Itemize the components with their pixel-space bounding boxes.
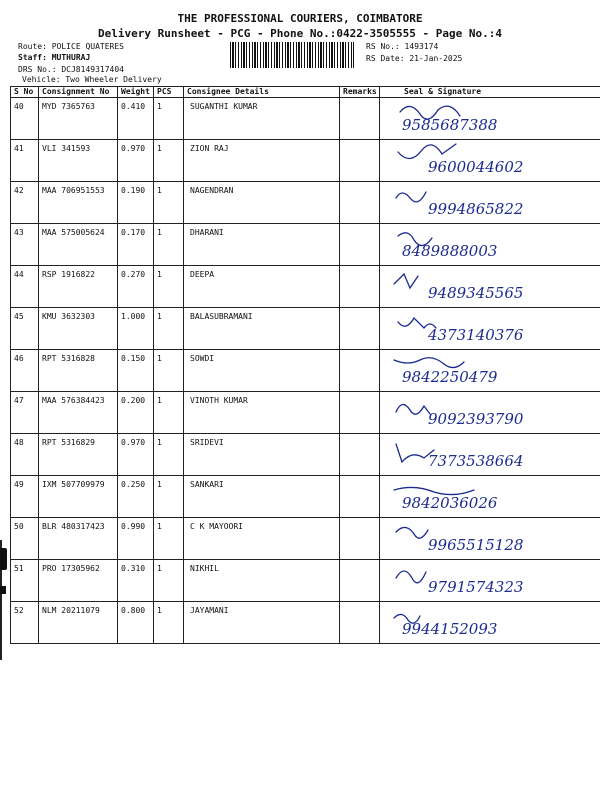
cell-sno: 45 (11, 308, 39, 350)
col-header-consignment: Consignment No (39, 87, 118, 98)
table-row (11, 182, 600, 224)
cell-weight: 0.190 (118, 182, 154, 224)
cell-weight: 0.150 (118, 350, 154, 392)
rs-date-value: 21-Jan-2025 (409, 54, 463, 63)
cell-pcs: 1 (154, 224, 184, 266)
cell-signature (380, 434, 600, 476)
cell-consignee: C K MAYOORI (184, 518, 340, 560)
cell-remarks (340, 392, 380, 434)
cell-remarks (340, 350, 380, 392)
signature-phone-number: 9585687388 (402, 116, 498, 134)
col-header-sno: S No (11, 87, 39, 98)
rs-no-label: RS No.: (366, 42, 400, 51)
table-row (11, 602, 600, 644)
cell-sno: 43 (11, 224, 39, 266)
cell-consignment: RSP 1916822 (39, 266, 118, 308)
cell-consignment: PRO 17305962 (39, 560, 118, 602)
signature-phone-number: 8489888003 (402, 242, 498, 260)
signature-stroke (394, 358, 464, 368)
col-header-consignee: Consignee Details (184, 87, 340, 98)
handwritten-signature (388, 312, 588, 346)
cell-sno: 50 (11, 518, 39, 560)
signature-phone-number: 9600044602 (428, 158, 524, 176)
barcode-image (230, 42, 354, 68)
signature-stroke (396, 404, 430, 414)
cell-weight: 0.170 (118, 224, 154, 266)
cell-pcs: 1 (154, 350, 184, 392)
cell-signature (380, 266, 600, 308)
rs-date-label: RS Date: (366, 54, 405, 63)
cell-sno: 48 (11, 434, 39, 476)
handwritten-signature (388, 480, 588, 514)
table-row (11, 476, 600, 518)
cell-weight: 0.970 (118, 140, 154, 182)
cell-sno: 42 (11, 182, 39, 224)
cell-consignee: NIKHIL (184, 560, 340, 602)
signature-phone-number: 9944152093 (402, 620, 498, 638)
cell-weight: 0.990 (118, 518, 154, 560)
handwritten-signature (388, 354, 588, 388)
handwritten-signature (388, 228, 588, 262)
route-value: POLICE QUATERES (51, 42, 124, 51)
signature-phone-number: 7373538664 (428, 452, 524, 470)
cell-remarks (340, 182, 380, 224)
cell-consignee: VINOTH KUMAR (184, 392, 340, 434)
cell-weight: 0.200 (118, 392, 154, 434)
cell-sno: 52 (11, 602, 39, 644)
cell-remarks (340, 98, 380, 140)
signature-phone-number: 9842036026 (402, 494, 498, 512)
cell-consignment: NLM 20211079 (39, 602, 118, 644)
table-row (11, 434, 600, 476)
cell-sno: 46 (11, 350, 39, 392)
cell-consignee: SUGANTHI KUMAR (184, 98, 340, 140)
cell-consignment: RPT 5316828 (39, 350, 118, 392)
cell-remarks (340, 308, 380, 350)
col-header-pcs: PCS (154, 87, 184, 98)
cell-consignee: BALASUBRAMANI (184, 308, 340, 350)
route-line (18, 42, 124, 51)
signature-phone-number: 9791574323 (428, 578, 524, 596)
cell-consignment: RPT 5316829 (39, 434, 118, 476)
cell-remarks (340, 476, 380, 518)
signature-stroke (394, 274, 418, 288)
handwritten-signature (388, 396, 588, 430)
handwritten-signature (388, 186, 588, 220)
table-row (11, 308, 600, 350)
cell-pcs: 1 (154, 140, 184, 182)
staff-value: MUTHURAJ (51, 53, 91, 62)
cell-pcs: 1 (154, 182, 184, 224)
cell-weight: 0.410 (118, 98, 154, 140)
cell-consignment: BLR 480317423 (39, 518, 118, 560)
signature-stroke (396, 571, 426, 583)
rs-date-line (366, 54, 462, 63)
scan-punch-mark (0, 586, 6, 594)
cell-weight: 0.310 (118, 560, 154, 602)
cell-remarks (340, 224, 380, 266)
cell-pcs: 1 (154, 476, 184, 518)
cell-signature (380, 518, 600, 560)
cell-consignment: MYD 7365763 (39, 98, 118, 140)
cell-signature (380, 392, 600, 434)
cell-weight: 0.970 (118, 434, 154, 476)
cell-remarks (340, 266, 380, 308)
drs-value: DCJ8149317404 (61, 65, 124, 74)
handwritten-signature (388, 438, 588, 472)
cell-signature (380, 182, 600, 224)
cell-remarks (340, 434, 380, 476)
vehicle-label: Vehicle: (22, 75, 61, 84)
vehicle-line (22, 75, 162, 84)
signature-stroke (398, 144, 456, 159)
handwritten-signature (388, 144, 588, 178)
table-row (11, 560, 600, 602)
table-row (11, 392, 600, 434)
cell-consignee: DHARANI (184, 224, 340, 266)
handwritten-signature (388, 564, 588, 598)
cell-consignment: MAA 576384423 (39, 392, 118, 434)
cell-pcs: 1 (154, 518, 184, 560)
cell-weight: 0.270 (118, 266, 154, 308)
table-row (11, 98, 600, 140)
cell-signature (380, 602, 600, 644)
table-row (11, 350, 600, 392)
handwritten-signature (388, 522, 588, 556)
cell-sno: 44 (11, 266, 39, 308)
vehicle-value: Two Wheeler Delivery (65, 75, 162, 84)
runsheet-subtitle: Delivery Runsheet - PCG - Phone No.:0422-3505555 - Page No.:4 (98, 27, 502, 40)
cell-signature (380, 308, 600, 350)
cell-pcs: 1 (154, 560, 184, 602)
company-title: THE PROFESSIONAL COURIERS, COIMBATORE (177, 12, 423, 25)
scan-punch-mark (0, 548, 7, 570)
cell-pcs: 1 (154, 602, 184, 644)
cell-pcs: 1 (154, 308, 184, 350)
signature-phone-number: 4373140376 (428, 326, 524, 344)
cell-consignee: DEEPA (184, 266, 340, 308)
cell-pcs: 1 (154, 98, 184, 140)
cell-signature (380, 98, 600, 140)
staff-line (18, 53, 90, 62)
rs-no-value: 1493174 (404, 42, 439, 51)
cell-pcs: 1 (154, 392, 184, 434)
cell-consignee: ZION RAJ (184, 140, 340, 182)
table-row (11, 140, 600, 182)
table-row (11, 224, 600, 266)
cell-consignment: KMU 3632303 (39, 308, 118, 350)
signature-phone-number: 9489345565 (428, 284, 524, 302)
cell-pcs: 1 (154, 434, 184, 476)
cell-consignee: NAGENDRAN (184, 182, 340, 224)
table-header-row (11, 87, 600, 98)
cell-signature (380, 140, 600, 182)
cell-remarks (340, 560, 380, 602)
cell-consignee: SRIDEVI (184, 434, 340, 476)
cell-consignment: MAA 575005624 (39, 224, 118, 266)
signature-stroke (396, 192, 426, 202)
cell-sno: 41 (11, 140, 39, 182)
handwritten-signature (388, 270, 588, 304)
route-label: Route: (18, 42, 47, 51)
handwritten-signature (388, 606, 588, 640)
cell-signature (380, 350, 600, 392)
rs-no-line (366, 42, 438, 51)
cell-weight: 0.800 (118, 602, 154, 644)
cell-sno: 49 (11, 476, 39, 518)
cell-consignee: SOWDI (184, 350, 340, 392)
cell-consignee: JAYAMANI (184, 602, 340, 644)
col-header-weight: Weight (118, 87, 154, 98)
signature-phone-number: 9842250479 (402, 368, 498, 386)
cell-weight: 1.000 (118, 308, 154, 350)
handwritten-signature (388, 102, 588, 136)
cell-signature (380, 224, 600, 266)
cell-sno: 51 (11, 560, 39, 602)
runsheet-table (10, 86, 600, 644)
cell-remarks (340, 602, 380, 644)
drs-label: DRS No.: (18, 65, 57, 74)
cell-consignment: IXM 507709979 (39, 476, 118, 518)
signature-stroke (396, 527, 428, 538)
cell-remarks (340, 140, 380, 182)
cell-consignment: VLI 341593 (39, 140, 118, 182)
cell-weight: 0.250 (118, 476, 154, 518)
col-header-remarks: Remarks (340, 87, 380, 98)
cell-remarks (340, 518, 380, 560)
cell-signature (380, 476, 600, 518)
cell-consignment: MAA 706951553 (39, 182, 118, 224)
signature-phone-number: 9994865822 (428, 200, 524, 218)
signature-phone-number: 9965515128 (428, 536, 524, 554)
table-row (11, 266, 600, 308)
cell-sno: 40 (11, 98, 39, 140)
staff-label: Staff: (18, 53, 47, 62)
col-header-signature: Seal & Signature (380, 87, 600, 98)
cell-signature (380, 560, 600, 602)
cell-consignee: SANKARI (184, 476, 340, 518)
signature-phone-number: 9092393790 (428, 410, 524, 428)
drs-line (18, 65, 124, 74)
cell-pcs: 1 (154, 266, 184, 308)
cell-sno: 47 (11, 392, 39, 434)
table-row (11, 518, 600, 560)
